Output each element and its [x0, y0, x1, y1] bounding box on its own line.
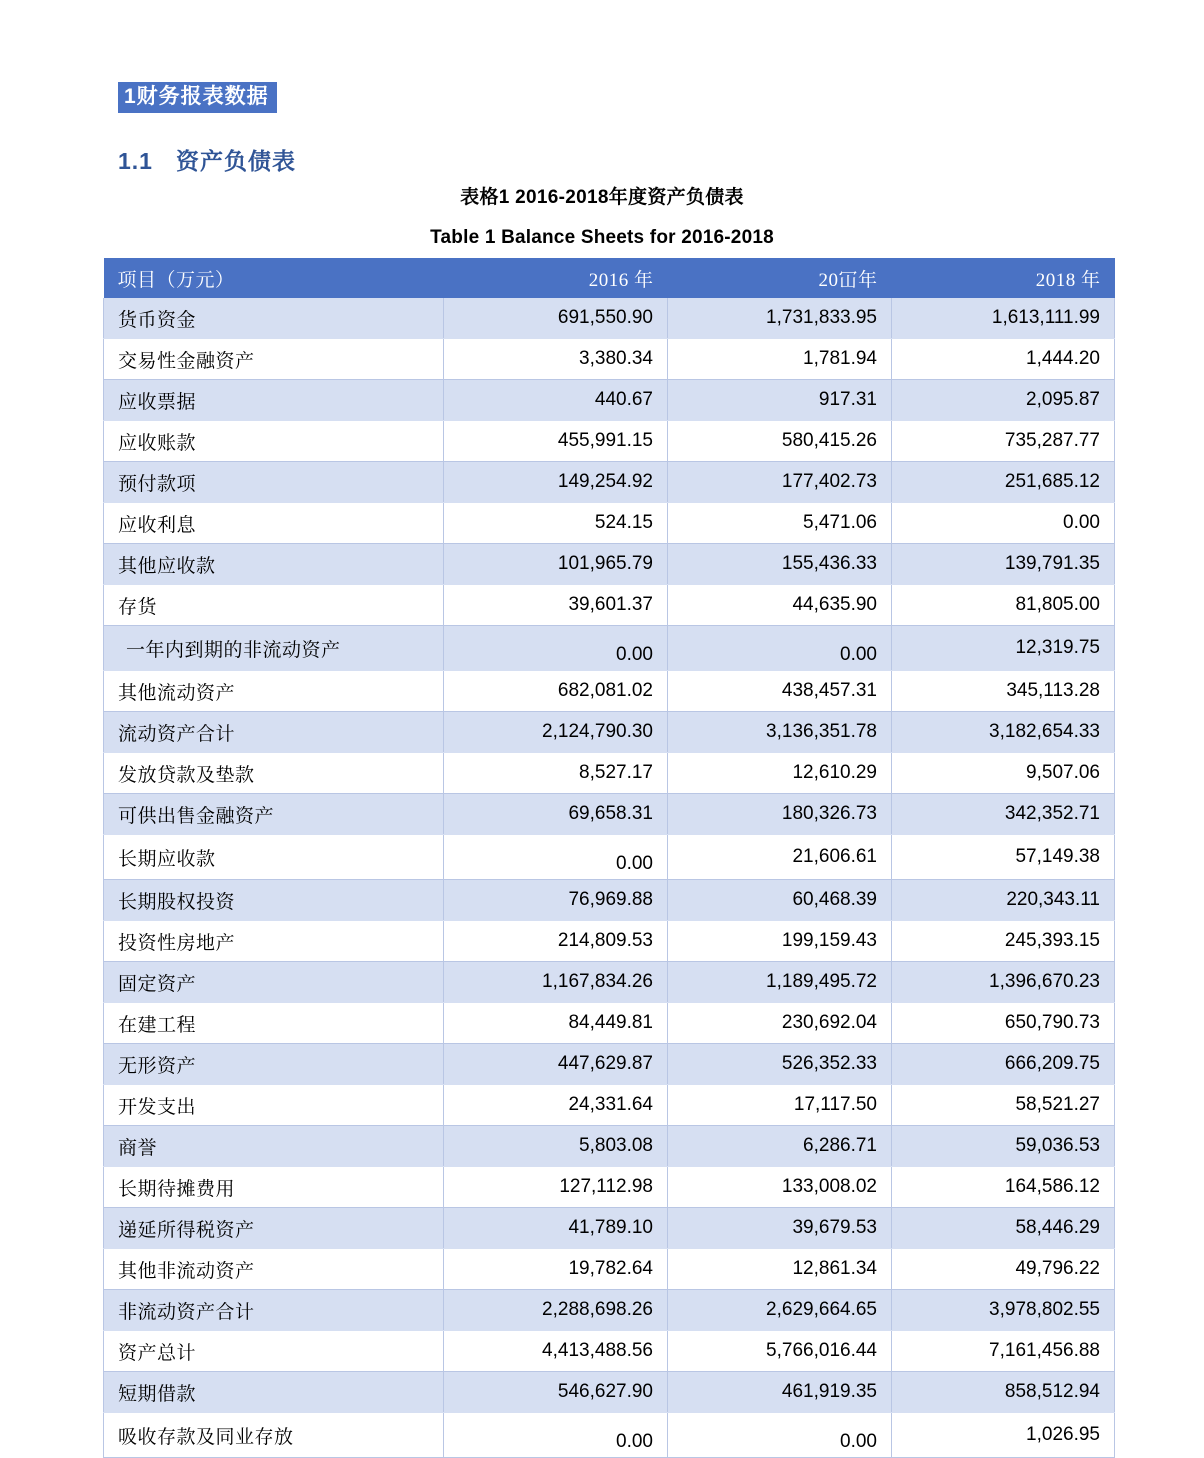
row-value-2018: 251,685.12: [892, 462, 1115, 503]
row-label: 资产总计: [104, 1331, 444, 1372]
row-value-2017: 133,008.02: [668, 1167, 892, 1208]
row-value-2018: 164,586.12: [892, 1167, 1115, 1208]
row-label: 商誉: [104, 1126, 444, 1167]
row-label: 投资性房地产: [104, 921, 444, 962]
row-value-2018: 858,512.94: [892, 1372, 1115, 1413]
row-value-2016: 3,380.34: [444, 339, 668, 380]
row-value-2016: 127,112.98: [444, 1167, 668, 1208]
row-value-2017: 1,731,833.95: [668, 298, 892, 339]
table-row: [104, 544, 1115, 585]
row-label: 递延所得税资产: [104, 1208, 444, 1249]
row-label: 长期待摊费用: [104, 1167, 444, 1208]
row-value-2017: 6,286.71: [668, 1126, 892, 1167]
table-row: [104, 1372, 1115, 1413]
row-label: 可供出售金融资产: [104, 794, 444, 835]
row-value-2017: 180,326.73: [668, 794, 892, 835]
table-row: [104, 339, 1115, 380]
row-value-2018: 9,507.06: [892, 753, 1115, 794]
row-value-2017: 5,766,016.44: [668, 1331, 892, 1372]
row-value-2018: 220,343.11: [892, 880, 1115, 921]
row-value-2017: 461,919.35: [668, 1372, 892, 1413]
row-value-2016: 214,809.53: [444, 921, 668, 962]
row-value-2018: 735,287.77: [892, 421, 1115, 462]
row-value-2016: 5,803.08: [444, 1126, 668, 1167]
table-row: [104, 1331, 1115, 1372]
row-value-2017: 1,781.94: [668, 339, 892, 380]
row-value-2017: 44,635.90: [668, 585, 892, 626]
row-value-2017: 155,436.33: [668, 544, 892, 585]
section-title: 资产负债表: [176, 148, 296, 174]
table-row: [104, 671, 1115, 712]
row-label: 流动资产合计: [104, 712, 444, 753]
table-row: [104, 1167, 1115, 1208]
row-value-2018: 666,209.75: [892, 1044, 1115, 1085]
row-value-2017: 39,679.53: [668, 1208, 892, 1249]
row-value-2018: 1,396,670.23: [892, 962, 1115, 1003]
table-row: [104, 1085, 1115, 1126]
column-header-item: 项目（万元）: [104, 258, 444, 298]
table-caption-english: Table 1 Balance Sheets for 2016-2018: [430, 227, 774, 248]
row-label: 其他非流动资产: [104, 1249, 444, 1290]
table-row: [104, 835, 1115, 880]
table-row: [104, 1249, 1115, 1290]
row-value-2016: 101,965.79: [444, 544, 668, 585]
row-label: 交易性金融资产: [104, 339, 444, 380]
row-value-2018: 0.00: [892, 503, 1115, 544]
row-value-2018: 1,613,111.99: [892, 298, 1115, 339]
row-value-2016: 19,782.64: [444, 1249, 668, 1290]
row-value-2018: 7,161,456.88: [892, 1331, 1115, 1372]
row-label: 短期借款: [104, 1372, 444, 1413]
row-value-2018: 81,805.00: [892, 585, 1115, 626]
column-header-2017: 20冚年: [668, 258, 892, 298]
row-value-2017: 526,352.33: [668, 1044, 892, 1085]
row-label: 长期应收款: [104, 835, 444, 880]
row-value-2017: 0.00: [668, 626, 892, 671]
row-value-2017: 1,189,495.72: [668, 962, 892, 1003]
row-value-2017: 2,629,664.65: [668, 1290, 892, 1331]
row-label: 预付款项: [104, 462, 444, 503]
row-value-2016: 691,550.90: [444, 298, 668, 339]
row-label: 应收账款: [104, 421, 444, 462]
row-value-2018: 58,521.27: [892, 1085, 1115, 1126]
row-label: 无形资产: [104, 1044, 444, 1085]
table-row: [104, 626, 1115, 671]
row-label: 发放贷款及垫款: [104, 753, 444, 794]
row-value-2018: 1,026.95: [892, 1413, 1115, 1458]
row-value-2018: 59,036.53: [892, 1126, 1115, 1167]
section-number: 1.1: [118, 148, 153, 174]
row-value-2016: 8,527.17: [444, 753, 668, 794]
row-value-2016: 39,601.37: [444, 585, 668, 626]
table-row: [104, 921, 1115, 962]
row-value-2016: 0.00: [444, 1413, 668, 1458]
row-value-2018: 139,791.35: [892, 544, 1115, 585]
row-value-2016: 0.00: [444, 835, 668, 880]
table-body: [104, 298, 1115, 1458]
row-value-2016: 1,167,834.26: [444, 962, 668, 1003]
row-label: 开发支出: [104, 1085, 444, 1126]
row-label: 固定资产: [104, 962, 444, 1003]
row-value-2016: 2,288,698.26: [444, 1290, 668, 1331]
row-value-2017: 12,861.34: [668, 1249, 892, 1290]
row-value-2016: 447,629.87: [444, 1044, 668, 1085]
table-row: [104, 1208, 1115, 1249]
heading-1-container: [118, 82, 277, 113]
table-header-row: [104, 258, 1115, 298]
row-value-2016: 76,969.88: [444, 880, 668, 921]
column-header-2016: 2016 年: [444, 258, 668, 298]
table-row: [104, 585, 1115, 626]
row-value-2017: 580,415.26: [668, 421, 892, 462]
table-row: [104, 462, 1115, 503]
row-value-2016: 149,254.92: [444, 462, 668, 503]
table-row: [104, 380, 1115, 421]
row-label: 应收利息: [104, 503, 444, 544]
row-value-2016: 0.00: [444, 626, 668, 671]
table-row: [104, 1126, 1115, 1167]
row-value-2018: 342,352.71: [892, 794, 1115, 835]
table-row: [104, 753, 1115, 794]
row-value-2018: 49,796.22: [892, 1249, 1115, 1290]
row-value-2017: 3,136,351.78: [668, 712, 892, 753]
table-row: [104, 880, 1115, 921]
row-label: 应收票据: [104, 380, 444, 421]
row-value-2016: 69,658.31: [444, 794, 668, 835]
table-row: [104, 1044, 1115, 1085]
row-label: 非流动资产合计: [104, 1290, 444, 1331]
row-label: 其他流动资产: [104, 671, 444, 712]
row-value-2016: 84,449.81: [444, 1003, 668, 1044]
table-row: [104, 712, 1115, 753]
column-header-2018: 2018 年: [892, 258, 1115, 298]
row-value-2018: 2,095.87: [892, 380, 1115, 421]
table-row: [104, 1290, 1115, 1331]
row-value-2018: 58,446.29: [892, 1208, 1115, 1249]
table-header: [104, 258, 1115, 298]
row-value-2016: 24,331.64: [444, 1085, 668, 1126]
row-value-2018: 57,149.38: [892, 835, 1115, 880]
row-label: 存货: [104, 585, 444, 626]
row-value-2018: 650,790.73: [892, 1003, 1115, 1044]
row-value-2017: 917.31: [668, 380, 892, 421]
row-value-2018: 12,319.75: [892, 626, 1115, 671]
row-value-2018: 3,182,654.33: [892, 712, 1115, 753]
row-value-2017: 177,402.73: [668, 462, 892, 503]
row-value-2016: 455,991.15: [444, 421, 668, 462]
row-value-2016: 546,627.90: [444, 1372, 668, 1413]
row-value-2017: 12,610.29: [668, 753, 892, 794]
table-row: [104, 421, 1115, 462]
row-value-2018: 3,978,802.55: [892, 1290, 1115, 1331]
row-value-2016: 4,413,488.56: [444, 1331, 668, 1372]
row-value-2018: 1,444.20: [892, 339, 1115, 380]
table-row: [104, 962, 1115, 1003]
row-label: 长期股权投资: [104, 880, 444, 921]
row-value-2018: 345,113.28: [892, 671, 1115, 712]
row-label: 一年内到期的非流动资产: [104, 626, 444, 671]
row-value-2017: 0.00: [668, 1413, 892, 1458]
table-row: [104, 1003, 1115, 1044]
row-value-2016: 524.15: [444, 503, 668, 544]
row-value-2016: 2,124,790.30: [444, 712, 668, 753]
row-value-2018: 245,393.15: [892, 921, 1115, 962]
row-value-2016: 682,081.02: [444, 671, 668, 712]
table-row: [104, 298, 1115, 339]
row-value-2016: 440.67: [444, 380, 668, 421]
table-row: [104, 503, 1115, 544]
row-label: 在建工程: [104, 1003, 444, 1044]
row-value-2017: 17,117.50: [668, 1085, 892, 1126]
row-value-2017: 438,457.31: [668, 671, 892, 712]
row-value-2017: 199,159.43: [668, 921, 892, 962]
row-value-2017: 21,606.61: [668, 835, 892, 880]
balance-sheet-table: [103, 258, 1115, 1458]
row-label: 其他应收款: [104, 544, 444, 585]
table-row: [104, 794, 1115, 835]
page-title: 1财务报表数据: [118, 82, 277, 113]
table-row: [104, 1413, 1115, 1458]
row-value-2017: 5,471.06: [668, 503, 892, 544]
section-heading: [118, 143, 296, 176]
row-value-2017: 230,692.04: [668, 1003, 892, 1044]
row-label: 吸收存款及同业存放: [104, 1413, 444, 1458]
row-value-2016: 41,789.10: [444, 1208, 668, 1249]
table-caption-chinese: 表格1 2016-2018年度资产负债表: [460, 187, 744, 208]
row-value-2017: 60,468.39: [668, 880, 892, 921]
row-label: 货币资金: [104, 298, 444, 339]
balance-sheet-table-container: [103, 258, 1114, 1458]
